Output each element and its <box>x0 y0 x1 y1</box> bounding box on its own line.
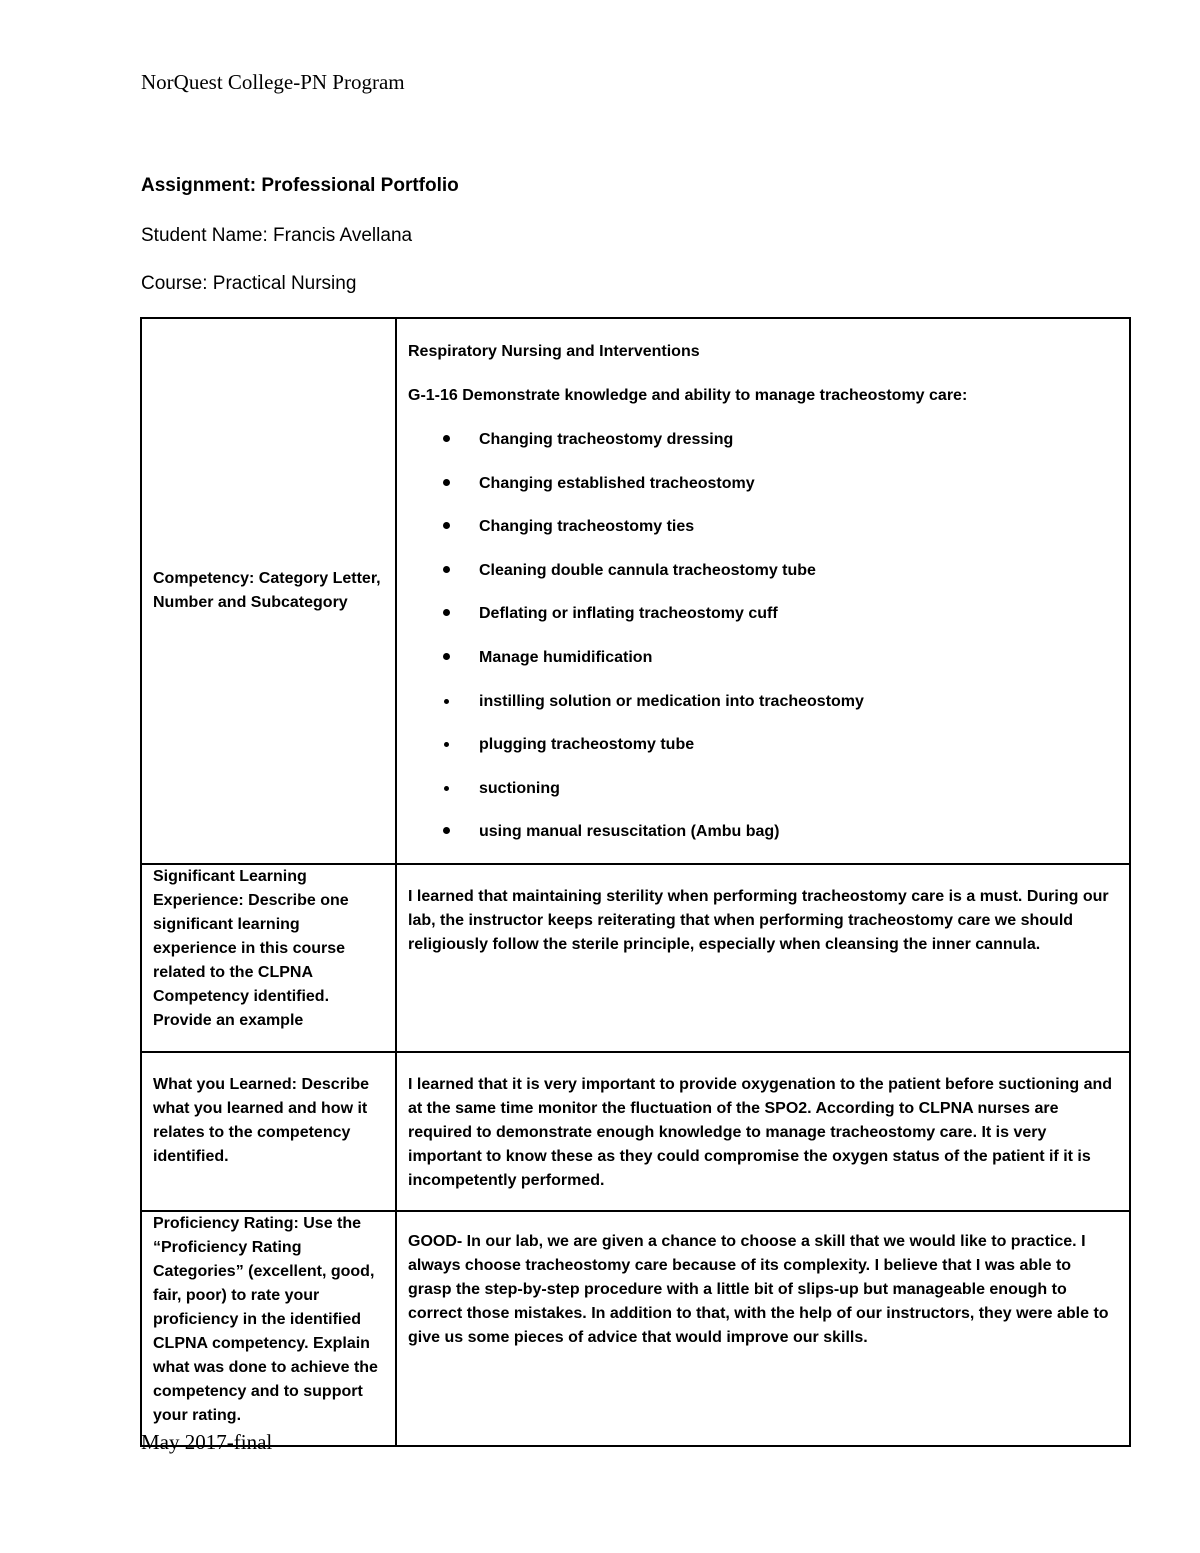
bullet-icon <box>443 435 450 442</box>
list-item: Manage humidification <box>408 646 1119 670</box>
assignment-title: Assignment: Professional Portfolio <box>141 175 459 196</box>
competency-code: G-1-16 Demonstrate knowledge and ability to manage tracheostomy care: <box>408 387 968 404</box>
competency-label: Competency: Category Letter, Number and Subcategory <box>141 318 396 864</box>
bullet-icon <box>443 522 450 529</box>
bullet-icon <box>444 699 449 704</box>
page-header: NorQuest College-PN Program <box>141 70 405 94</box>
significant-label: Significant Learning Experience: Describe one significant learning experience in this course related to the CLPNA Competency identified. Provide an example <box>141 864 396 1052</box>
list-item: Changing tracheostomy dressing <box>408 428 1119 452</box>
competency-title: Respiratory Nursing and Interventions <box>408 343 700 360</box>
competency-row <box>141 318 1130 864</box>
list-item: Deflating or inflating tracheostomy cuff <box>408 602 1119 626</box>
bullet-icon <box>444 742 449 747</box>
learned-label: What you Learned: Describe what you learned and how it relates to the competency identified. <box>141 1052 396 1211</box>
bullet-icon <box>443 653 450 660</box>
proficiency-row <box>141 1211 1130 1446</box>
bullet-icon <box>443 609 450 616</box>
bullet-icon <box>444 786 449 791</box>
skill-list <box>408 428 1119 844</box>
proficiency-label: Proficiency Rating: Use the “Proficiency Rating Categories” (excellent, good, fair, poor) to rate your proficiency in the identified CLPNA competency. Explain what was done to achieve the competency and to support your rating. <box>141 1211 396 1446</box>
significant-text: I learned that maintaining sterility when performing tracheostomy care is a must. During our lab, the instructor keeps reiterating that when performing tracheostomy care we should religiously follow the sterile principle, especially when cleansing the inner cannula. <box>396 864 1130 1052</box>
course-name: Course: Practical Nursing <box>141 273 357 294</box>
list-item: using manual resuscitation (Ambu bag) <box>408 820 1119 844</box>
list-item: plugging tracheostomy tube <box>408 733 1119 757</box>
learned-row <box>141 1052 1130 1211</box>
portfolio-table <box>140 317 1131 1447</box>
list-item: suctioning <box>408 777 1119 801</box>
competency-content <box>396 318 1130 864</box>
bullet-icon <box>443 566 450 573</box>
bullet-icon <box>443 827 450 834</box>
list-item: Cleaning double cannula tracheostomy tube <box>408 559 1119 583</box>
list-item: instilling solution or medication into tracheostomy <box>408 690 1119 714</box>
list-item: Changing established tracheostomy <box>408 472 1119 496</box>
learned-text: I learned that it is very important to provide oxygenation to the patient before suctioning and at the same time monitor the fluctuation of the SPO2. According to CLPNA nurses are required to demonstrate enough knowledge to manage tracheostomy care. It is very important to know these as they could compromise the oxygen status of the patient if it is incompetently performed. <box>396 1052 1130 1211</box>
bullet-icon <box>443 479 450 486</box>
student-name: Student Name: Francis Avellana <box>141 225 413 246</box>
page-footer: May 2017-final <box>141 1430 273 1454</box>
proficiency-text: GOOD- In our lab, we are given a chance to choose a skill that we would like to practice. I always choose tracheostomy care because of its complexity. I believe that I was able to grasp the step-by-step procedure with a little bit of slips-up but manageable enough to correct those mistakes. In addition to that, with the help of our instructors, they were able to give us some pieces of advice that would improve our skills. <box>396 1211 1130 1446</box>
significant-row <box>141 864 1130 1052</box>
list-item: Changing tracheostomy ties <box>408 515 1119 539</box>
